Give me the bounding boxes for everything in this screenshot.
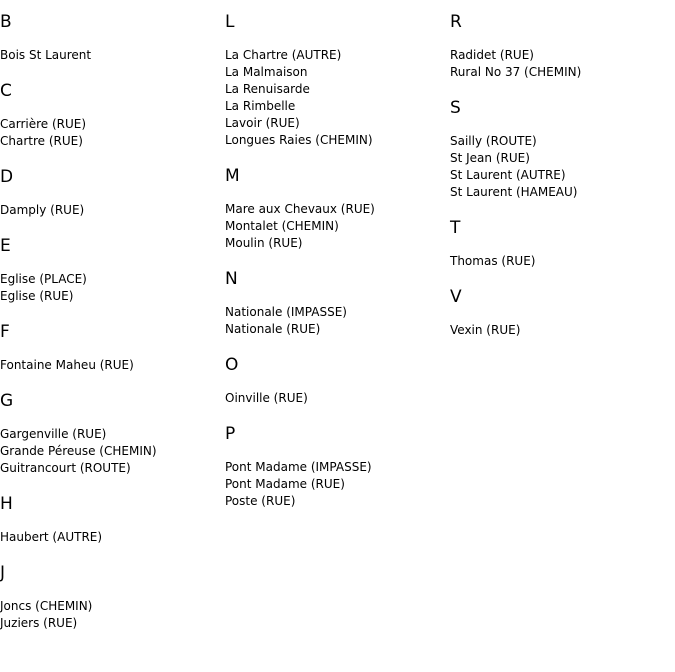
street-list: [225, 201, 445, 252]
street-link[interactable]: Thomas (RUE): [450, 254, 536, 268]
letter-group: [0, 322, 220, 374]
letter-heading: R: [450, 12, 462, 32]
street-link[interactable]: Juziers (RUE): [0, 616, 78, 630]
street-list: [450, 253, 670, 270]
street-link[interactable]: Oinville (RUE): [225, 391, 308, 405]
street-list: [225, 47, 445, 149]
letter-heading: M: [225, 166, 240, 186]
letter-heading: E: [0, 236, 11, 256]
street-link[interactable]: Rural No 37 (CHEMIN): [450, 65, 582, 79]
street-link[interactable]: St Laurent (HAMEAU): [450, 185, 578, 199]
street-list: [0, 116, 220, 150]
letter-heading: F: [0, 322, 10, 342]
street-link[interactable]: Joncs (CHEMIN): [0, 599, 93, 613]
street-link[interactable]: Chartre (RUE): [0, 134, 83, 148]
street-link[interactable]: Nationale (IMPASSE): [225, 305, 347, 319]
street-list: [0, 426, 220, 477]
street-list: [450, 133, 670, 201]
letter-group: [450, 98, 670, 201]
street-list: [0, 202, 220, 219]
street-link[interactable]: La Malmaison: [225, 65, 308, 79]
letter-heading: J: [0, 563, 6, 583]
letter-heading: O: [225, 355, 239, 375]
letter-heading: C: [0, 81, 12, 101]
street-link[interactable]: Montalet (CHEMIN): [225, 219, 339, 233]
street-link[interactable]: Eglise (PLACE): [0, 272, 87, 286]
street-list: [0, 271, 220, 305]
letter-heading: L: [225, 12, 235, 32]
street-link[interactable]: St Laurent (AUTRE): [450, 168, 566, 182]
street-link[interactable]: Bois St Laurent: [0, 48, 92, 62]
street-link[interactable]: Guitrancourt (ROUTE): [0, 461, 131, 475]
letter-group: [450, 218, 670, 270]
street-list: [450, 47, 670, 81]
letter-heading: B: [0, 12, 12, 32]
street-link[interactable]: La Renuisarde: [225, 82, 310, 96]
letter-heading: G: [0, 391, 14, 411]
letter-heading: P: [225, 424, 236, 444]
street-link[interactable]: Pont Madame (RUE): [225, 477, 345, 491]
street-link[interactable]: Longues Raies (CHEMIN): [225, 133, 373, 147]
letter-group: [0, 563, 220, 632]
letter-heading: S: [450, 98, 461, 118]
street-link[interactable]: Poste (RUE): [225, 494, 296, 508]
letter-group: [225, 166, 445, 252]
street-link[interactable]: Damply (RUE): [0, 203, 85, 217]
street-link[interactable]: St Jean (RUE): [450, 151, 530, 165]
letter-heading: V: [450, 287, 462, 307]
street-link[interactable]: Haubert (AUTRE): [0, 530, 103, 544]
street-list: [0, 529, 220, 546]
street-link[interactable]: La Rimbelle: [225, 99, 296, 113]
letter-group: [450, 287, 670, 339]
letter-group: [450, 12, 670, 81]
street-link[interactable]: Nationale (RUE): [225, 322, 321, 336]
letter-group: [0, 167, 220, 219]
street-link[interactable]: Eglise (RUE): [0, 289, 74, 303]
letter-group: [0, 236, 220, 305]
index-column: [0, 12, 220, 649]
street-link[interactable]: Grande Péreuse (CHEMIN): [0, 444, 157, 458]
street-link[interactable]: La Chartre (AUTRE): [225, 48, 342, 62]
letter-group: [225, 355, 445, 407]
letter-heading: D: [0, 167, 14, 187]
letter-group: [0, 494, 220, 546]
street-link[interactable]: Mare aux Chevaux (RUE): [225, 202, 375, 216]
street-list: [0, 47, 220, 64]
letter-heading: H: [0, 494, 13, 514]
letter-heading: N: [225, 269, 238, 289]
letter-group: [225, 424, 445, 510]
street-link[interactable]: Vexin (RUE): [450, 323, 521, 337]
street-list: [450, 322, 670, 339]
street-link[interactable]: Gargenville (RUE): [0, 427, 107, 441]
street-list: [225, 459, 445, 510]
letter-group: [0, 12, 220, 64]
street-list: [0, 357, 220, 374]
letter-group: [0, 391, 220, 477]
street-link[interactable]: Radidet (RUE): [450, 48, 534, 62]
street-list: [225, 390, 445, 407]
letter-group: [225, 12, 445, 149]
street-link[interactable]: Carrière (RUE): [0, 117, 87, 131]
street-link[interactable]: Lavoir (RUE): [225, 116, 300, 130]
street-link[interactable]: Sailly (ROUTE): [450, 134, 537, 148]
letter-group: [0, 81, 220, 150]
street-link[interactable]: Moulin (RUE): [225, 236, 303, 250]
letter-heading: T: [450, 218, 461, 238]
street-list: [0, 598, 220, 632]
street-list: [225, 304, 445, 338]
index-column: [225, 12, 445, 527]
letter-group: [225, 269, 445, 338]
index-column: [450, 12, 670, 356]
street-link[interactable]: Fontaine Maheu (RUE): [0, 358, 134, 372]
street-link[interactable]: Pont Madame (IMPASSE): [225, 460, 372, 474]
